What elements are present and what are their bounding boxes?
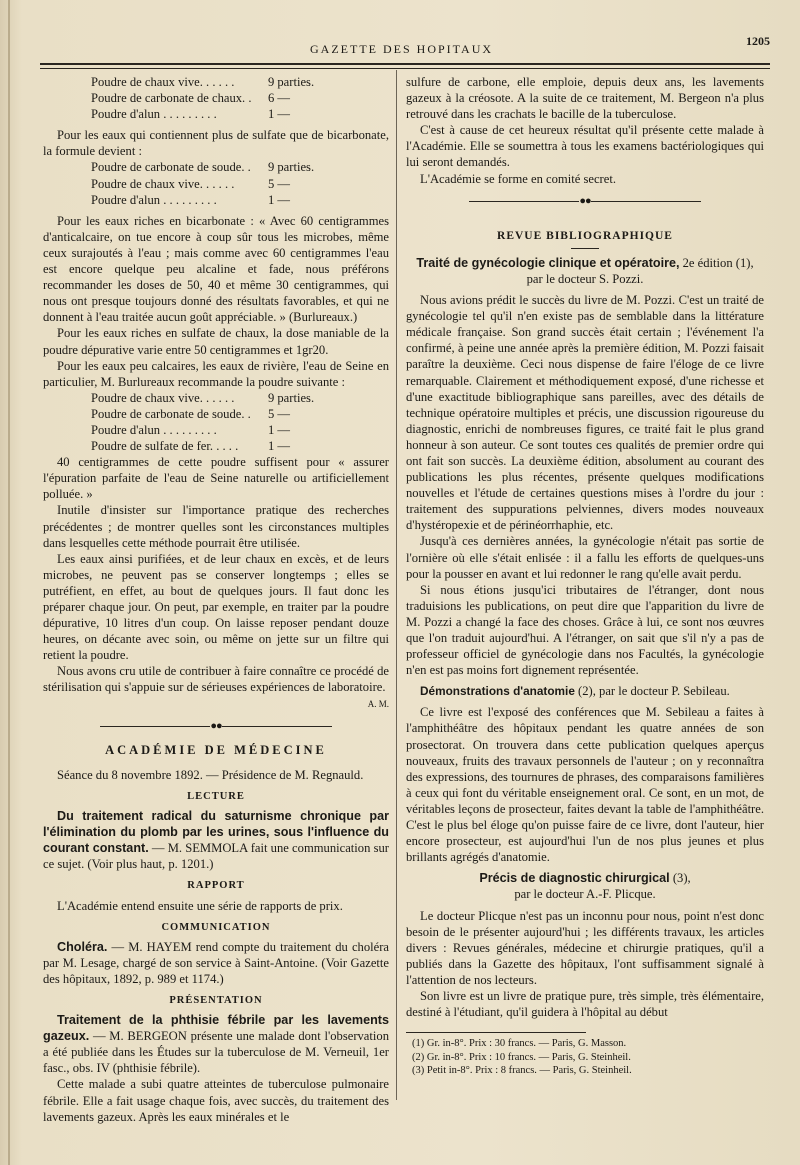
header-rule: [40, 63, 770, 69]
recipe-row: [91, 422, 389, 438]
lecture-text: — M. SEMMOLA fait une communication sur ce sujet. (Voir plus haut, p. 1201.): [43, 841, 389, 872]
paragraph: Cette malade a subi quatre atteintes de tuberculose pulmonaire fébrile. Elle a fait usage chaque fois, avec succès, du traitement des lavements gazeux. Après les eaux minérales et le: [43, 1077, 389, 1124]
recipe-row: [91, 406, 389, 422]
ingredient: Poudre d'alun . . . . . . . . .: [91, 422, 217, 437]
book-3-title: Précis de diagnostic chirurgical: [479, 871, 670, 886]
recipe-row: [91, 159, 389, 175]
rapport-text: L'Académie entend ensuite une série de rapports de prix.: [57, 898, 343, 913]
quantity: 9 parties.: [267, 390, 315, 405]
recipe-2: [91, 159, 389, 207]
paragraph: sulfure de carbone, elle emploie, depuis deux ans, les lavements gazeux à la créosote. A la suite de ce traitement, M. Bergeon n'a plus retrouvé dans les crachats le bacille de la tuberculose.: [406, 75, 764, 122]
page-header: [40, 34, 770, 60]
communication-paragraph: [43, 939, 389, 987]
column-divider: [396, 70, 397, 1100]
paragraph: Pour les eaux riches en sulfate de chaux, la dose maniable de la poudre dépurative varie entre 50 centigrammes et 1gr20.: [43, 326, 389, 357]
paragraph: Inutile d'insister sur l'importance pratique des recherches précédentes ; de montrer quelles sont les circonstances multiples dans lesquelles cette méthode pourrait être utilisée.: [43, 503, 389, 550]
footnote: (1) Gr. in-8°. Prix : 30 francs. — Paris, G. Masson.: [412, 1038, 627, 1050]
ingredient: Poudre de carbonate de soude. .: [91, 160, 251, 175]
recipe-row: [91, 390, 389, 406]
recipe-row: [91, 90, 389, 106]
ornament-divider: ●●: [406, 193, 764, 209]
ingredient: Poudre de chaux vive. . . . . .: [91, 75, 235, 89]
ingredient: Poudre de carbonate de soude. .: [91, 406, 251, 421]
paragraph: Jusqu'à ces dernières années, la gynécologie n'était pas sortie de l'ornière où elle s'était enlisée : il a fallu les efforts de quelques-uns pour la pousser en avant et lui redonner le rang qu'elle avait perdu.: [406, 534, 764, 581]
lecture-heading: LECTURE: [187, 790, 245, 802]
paragraph: Pour les eaux riches en bicarbonate : « Avec 60 centigrammes d'anticalcaire, on tue encore à coup sûr tous les microbes, même ceux surajoutés à l'eau ; mais comme avec 60 centigrammes l'eau est encore quelque peu alcaline et fade, nous préférons recommander les doses de 50, 40 et même 30 centigrammes, qui nous ont presque toujours donné des résultats favorables, et qui ne donnent à l'eau traitée aucun goût appréciable. » (Burlureaux.): [43, 213, 389, 325]
book-3-author: par le docteur A.-F. Plicque.: [514, 887, 656, 902]
paragraph: 40 centigrammes de cette poudre suffisent pour « assurer l'épuration parfaite de l'eau de Seine naturelle ou artificiellement polluée. »: [43, 455, 389, 502]
communication-heading: COMMUNICATION: [161, 921, 271, 933]
paragraph: Nous avions prédit le succès du livre de M. Pozzi. C'est un traité de gynécologie tel qu'il n'en existe pas de semblable dans la littérature médicale française. Son grand succès était certain ; l'événement l'a confirmé, à peine une année après la première édition, M. Pozzi faisait paraître la deuxième. Ceci nous dispense de faire l'éloge de ce livre remarquable. Clairement et méthodiquement exposé, d'une richesse et d'une exactitude bibliographique sans pareilles, avec des détails de technique opératoire multiples et précis, une discussion rigoureuse du diagnostic, enrichi de nombreuses figures, ce traité fait le plus grand honneur à son auteur. Ce sont toutes ces qualités de premier ordre qui ont fait son succès. La deuxième édition, absolument au courant des publications les plus récentes, présente quelques modifications nouvelles et l'étude de certaines questions mises à l'ordre du jour : traitement des suppurations pelviennes, divers modes nouveaux d'hystéropexie et de périnéorrhaphie, etc.: [406, 293, 764, 533]
presentation-paragraph: [43, 1012, 389, 1076]
book-2-heading: [406, 683, 764, 699]
book-3-ref: (3),: [669, 871, 691, 886]
ingredient: Poudre d'alun . . . . . . . . .: [91, 192, 217, 207]
binding-edge: [8, 0, 10, 1165]
recipe-row: [91, 438, 389, 454]
presentation-heading: PRÉSENTATION: [169, 994, 263, 1006]
paragraph: L'Académie se forme en comité secret.: [420, 171, 616, 186]
left-column: [43, 74, 389, 1125]
book-1-heading: [406, 255, 764, 271]
quantity: 1 —: [267, 107, 290, 122]
presentation-text: — M. BERGEON présente une malade dont l'observation a été publiée dans les Études sur la tuberculose de M. Verneuil, 1er fasc., obs. IV (phthisie fébrile).: [43, 1029, 389, 1076]
page-number: 1205: [746, 34, 770, 48]
recipe-row: [91, 176, 389, 192]
quantity: 5 —: [267, 406, 290, 421]
quantity: 1 —: [267, 422, 290, 437]
short-rule: [571, 248, 599, 249]
academie-heading: ACADÉMIE DE MÉDECINE: [105, 742, 327, 757]
revue-heading: REVUE BIBLIOGRAPHIQUE: [497, 229, 673, 242]
paragraph: Pour les eaux peu calcaires, les eaux de rivière, l'eau de Seine en particulier, M. Burlureaux recommande la poudre suivante :: [43, 358, 389, 389]
ingredient: Poudre de chaux vive. . . . . .: [91, 390, 235, 405]
paragraph: Le docteur Plicque n'est pas un inconnu pour nous, point n'est donc besoin de le présenter aujourd'hui ; les différents travaux, les articles divers : Revues générales, médecine et chirurgie pratiques, qu'il a publiés dans la Gazette des hôpitaux, l'ont suffisamment signalé à l'attention de nos lecteurs.: [406, 908, 764, 987]
presentation-title: Traitement de la phthisie fébrile par les lavements gazeux.: [43, 1013, 389, 1044]
paragraph: Pour les eaux qui contiennent plus de sulfate que de bicarbonate, la formule devient :: [43, 128, 389, 159]
recipe-row: [91, 106, 389, 122]
ingredient: Poudre d'alun . . . . . . . . .: [91, 107, 217, 122]
quantity: 5 —: [267, 176, 290, 191]
communication-title: Choléra.: [57, 939, 108, 954]
book-3-heading: [406, 870, 764, 886]
paragraph: Ce livre est l'exposé des conférences que M. Sebileau a faites à l'amphithéâtre des hôpitaux pendant les quatre années de son prosectorat. On trouvera dans cette publication quelques aperçus nouveaux, fruits des travaux personnels de l'auteur ; on y reconnaîtra des expressions, des tournures de phrases, des comparaisons familières à ceux qui font du véritable enseignement oral. Ce sont, en un mot, de véritables leçons de prosecteur, faites devant la table de l'amphithéâtre. C'est le plus bel éloge qu'on puisse faire de ce livre, dont l'auteur, hier encore prosecteur, est aujourd'hui l'un de nos plus jeunes et plus brillants agrégés d'anatomie.: [406, 705, 764, 865]
quantity: 9 parties.: [267, 75, 315, 89]
quantity: 6 —: [267, 91, 290, 106]
paragraph: Son livre est un livre de pratique pure, très simple, très élémentaire, destiné à l'étudiant, qu'il guidera à l'hôpital au début: [406, 988, 764, 1020]
journal-title: GAZETTE DES HOPITAUX: [310, 42, 494, 56]
footnotes: [406, 1032, 632, 1078]
quantity: 9 parties.: [267, 160, 315, 175]
paragraph: Les eaux ainsi purifiées, et de leur chaux en excès, et de leurs microbes, ne peuvent pas se conserver longtemps ; elles se putréfient, en effet, au bout de quelques jours. Il faut donc les préparer chaque jour. On peut, par exemple, en traiter par la poudre dépurative, 10 litres d'un coup. On laisse reposer pendant douze heures, on décante avec soin, ou même on jette sur un filtre qui retient la poudre.: [43, 551, 389, 663]
paragraph: Nous avons cru utile de contribuer à faire connaître ce procédé de stérilisation qui s'appuie sur de sérieuses expériences de laboratoire.: [43, 664, 389, 695]
footnote: (2) Gr. in-8°. Prix : 10 francs. — Paris, G. Steinheil.: [412, 1051, 631, 1063]
recipe-3: [91, 390, 389, 454]
seance-line: Séance du 8 novembre 1892. — Présidence de M. Regnauld.: [57, 767, 364, 782]
quantity: 1 —: [267, 439, 290, 454]
lecture-title: Du traitement radical du saturnisme chronique par l'élimination du plomb par les urines, sous l'influence du courant constant.: [43, 809, 389, 856]
right-column: [406, 74, 764, 1078]
paragraph: C'est à cause de cet heureux résultat qu'il présente cette malade à l'Académie. Elle se soumettra à tous les examens bactériologiques qui lui seront demandés.: [406, 123, 764, 170]
communication-text: — M. HAYEM rend compte du traitement du choléra par M. Lesage, chargé de son service à Saint-Antoine. (Voir Gazette des hôpitaux, 1892, p. 989 et 1174.): [43, 939, 389, 986]
quantity: 1 —: [267, 192, 290, 207]
recipe-row: [91, 74, 389, 90]
book-2-author: (2), par le docteur P. Sebileau.: [574, 684, 730, 699]
recipe-1: [91, 74, 389, 122]
ingredient: Poudre de carbonate de chaux. .: [91, 91, 252, 106]
book-2-title: Démonstrations d'anatomie: [420, 684, 575, 699]
ingredient: Poudre de sulfate de fer. . . . .: [91, 439, 239, 454]
recipe-row: [91, 192, 389, 208]
author-signature: A. M.: [367, 698, 389, 709]
ingredient: Poudre de chaux vive. . . . . .: [91, 176, 235, 191]
book-1-author: par le docteur S. Pozzi.: [526, 271, 644, 286]
book-1-edition: 2e édition (1),: [679, 255, 754, 270]
ornament-divider: ●●: [43, 718, 389, 734]
paragraph: Si nous étions jusqu'ici tributaires de l'étranger, dont nous traduisions les publications, on peut dire que l'apparition du livre de M. Pozzi a changé la face des choses. Grâce à lui, ce sont nos œuvres que l'on traduit aujourd'hui. A l'étranger, on sait que s'il n'y a pas de professeur officiel de gynécologie dans nos Facultés, la gynécologie n'en est pas moins fort dignement représentée.: [406, 582, 764, 678]
rapport-heading: RAPPORT: [187, 880, 245, 892]
lecture-paragraph: [43, 808, 389, 872]
footnote: (3) Petit in-8°. Prix : 8 francs. — Paris, G. Steinheil.: [412, 1065, 632, 1077]
book-1-title: Traité de gynécologie clinique et opératoire,: [416, 255, 680, 270]
